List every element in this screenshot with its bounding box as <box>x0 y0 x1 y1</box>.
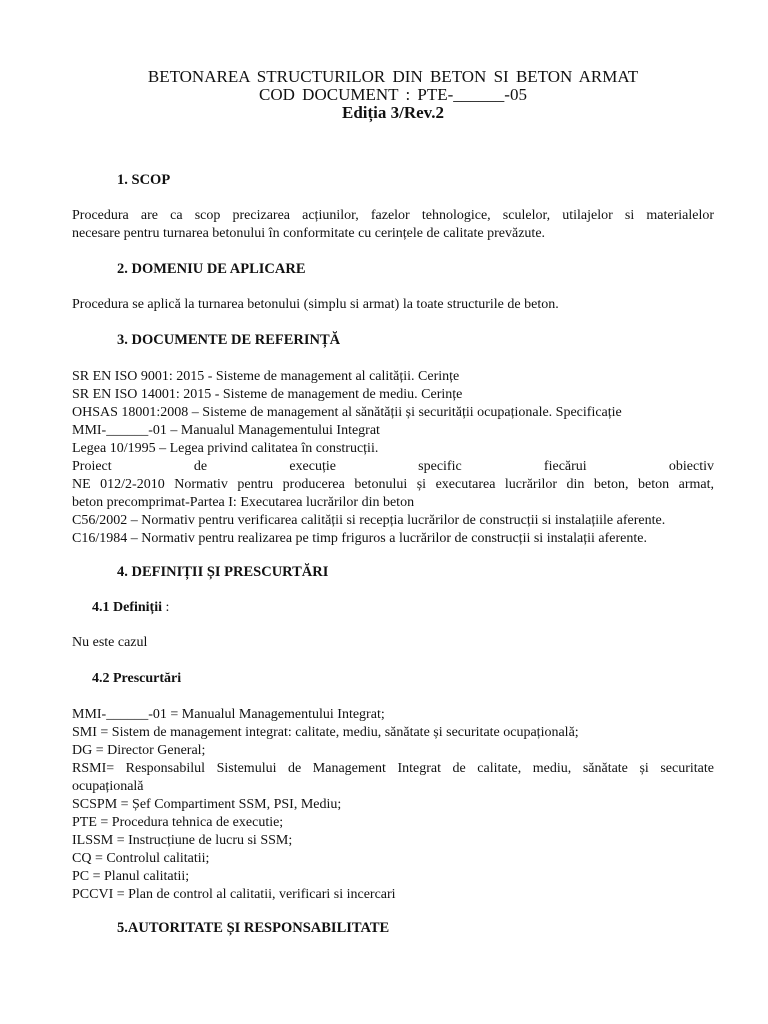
reference-item: beton precomprimat-Partea I: Executarea lucrărilor din beton <box>72 495 415 510</box>
subsection-4-1-heading <box>92 599 169 617</box>
abbreviation-item: MMI-______-01 = Manualul Managementului Integrat; <box>72 707 385 722</box>
abbreviation-item: CQ = Controlul calitatii; <box>72 851 210 866</box>
section-1-line-1: Procedura are ca scop precizarea acțiunilor, fazelor tehnologice, sculelor, utilajelor si materialelor <box>72 208 714 223</box>
abbreviation-list <box>72 706 714 904</box>
subsection-4-1-suffix: : <box>162 600 170 615</box>
reference-item: C56/2002 – Normativ pentru verificarea calității si recepția lucrărilor de construcții si instalațiile aferente. <box>72 513 666 528</box>
document-title: BETONAREA STRUCTURILOR DIN BETON SI BETON ARMAT <box>147 67 639 86</box>
reference-item: SR EN ISO 9001: 2015 - Sisteme de management al calității. Cerințe <box>72 369 460 384</box>
abbreviation-item: ocupațională <box>72 779 144 794</box>
reference-item: MMI-______-01 – Manualul Managementului Integrat <box>72 423 380 438</box>
subsection-4-2-heading: 4.2 Prescurtări <box>92 671 182 686</box>
subsection-4-1-text: Nu este cazul <box>72 635 148 650</box>
reference-item: C16/1984 – Normativ pentru realizarea pe timp friguros a lucrărilor de construcții si instalații aferente. <box>72 531 647 546</box>
reference-item: SR EN ISO 14001: 2015 - Sisteme de management de mediu. Cerințe <box>72 387 463 402</box>
abbreviation-item: SMI = Sistem de management integrat: calitate, mediu, sănătate și securitate ocupațională; <box>72 725 579 740</box>
abbreviation-item: PC = Planul calitatii; <box>72 869 190 884</box>
reference-item: Legea 10/1995 – Legea privind calitatea în construcții. <box>72 441 379 456</box>
section-4-heading: 4. DEFINIȚII ȘI PRESCURTĂRI <box>117 564 329 580</box>
reference-item: NE 012/2-2010 Normativ pentru producerea betonului și executarea lucrărilor din beton, beton armat, <box>72 477 714 492</box>
document-edition: Ediția 3/Rev.2 <box>341 103 444 122</box>
abbreviation-item: SCSPM = Șef Compartiment SSM, PSI, Mediu; <box>72 797 342 812</box>
abbreviation-item: RSMI= Responsabilul Sistemului de Management Integrat de calitate, mediu, sănătate și securitate <box>72 761 714 776</box>
section-3-heading: 3. DOCUMENTE DE REFERINȚĂ <box>117 332 341 348</box>
abbreviation-item: DG = Director General; <box>72 743 206 758</box>
section-2-text: Procedura se aplică la turnarea betonului (simplu si armat) la toate structurile de beton. <box>72 297 559 312</box>
reference-list <box>72 368 714 548</box>
section-5-heading: 5.AUTORITATE ȘI RESPONSABILITATE <box>117 920 390 936</box>
reference-item: Proiect de execuție specific fiecărui obiectiv <box>72 459 714 474</box>
section-1-heading: 1. SCOP <box>117 172 171 188</box>
abbreviation-item: ILSSM = Instrucțiune de lucru si SSM; <box>72 833 293 848</box>
document-code: COD DOCUMENT : PTE-______-05 <box>259 85 527 104</box>
reference-item: OHSAS 18001:2008 – Sisteme de management al sănătății și securității ocupaționale. Specificație <box>72 405 622 420</box>
abbreviation-item: PTE = Procedura tehnica de executie; <box>72 815 284 830</box>
abbreviation-item: PCCVI = Plan de control al calitatii, verificari si incercari <box>72 887 396 902</box>
section-1-line-2: necesare pentru turnarea betonului în conformitate cu cerințele de calitate prevăzute. <box>72 226 546 241</box>
document-page <box>72 67 714 936</box>
subsection-4-1-title: 4.1 Definiții <box>92 600 162 615</box>
section-2-heading: 2. DOMENIU DE APLICARE <box>117 261 306 277</box>
